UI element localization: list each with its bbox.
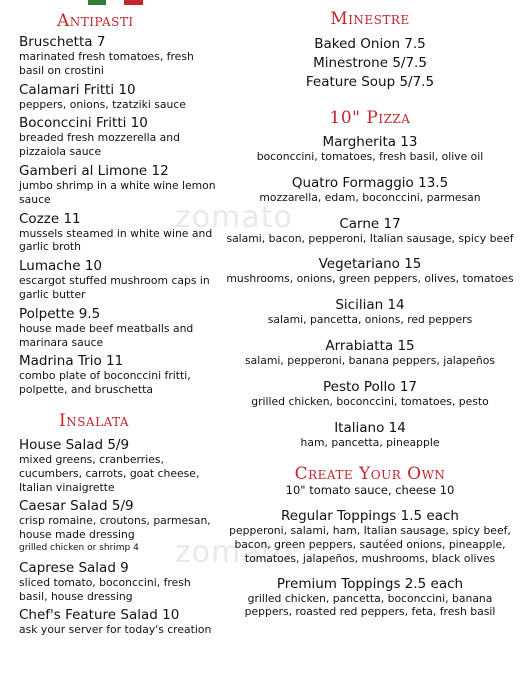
item-description: mixed greens, cranberries, cucumbers, carrots, goat cheese, Italian vinaigrette [19, 452, 200, 494]
item-description: salami, pepperoni, banana peppers, jalapeños [245, 353, 495, 367]
menu-item [19, 163, 219, 207]
item-name: Cozze 11 [19, 210, 81, 227]
item-name: Italiano 14 [334, 419, 406, 436]
premium-toppings [220, 576, 520, 620]
item-name: Carne 17 [339, 215, 401, 232]
item-name: Polpette 9.5 [19, 305, 101, 322]
right-column [220, 0, 520, 619]
menu-item [19, 498, 219, 555]
item-addon-note: grilled chicken or shrimp 4 [19, 542, 139, 553]
minestre-heading: Minestre [330, 9, 410, 29]
pizza-item [220, 338, 520, 368]
item-description: escargot stuffed mushroom caps in garlic butter [19, 274, 210, 301]
item-name: Quatro Formaggio 13.5 [291, 174, 449, 191]
minestre-list [220, 35, 520, 92]
item-name: Sicilian 14 [335, 297, 405, 314]
item-name: Gamberi al Limone 12 [19, 162, 169, 179]
item-name: Calamari Fritti 10 [19, 81, 136, 98]
item-description: salami, bacon, pepperoni, Italian sausage, spicy beef [226, 231, 514, 245]
soup-item: Minestrone 5/7.5 [313, 55, 427, 71]
menu-item [19, 258, 219, 302]
menu-item [19, 82, 219, 112]
item-description: mushrooms, onions, green peppers, olives, tomatoes [226, 272, 514, 286]
menu-item [19, 560, 219, 604]
toppings-name: Regular Toppings 1.5 each [281, 508, 459, 525]
menu-item [19, 306, 219, 350]
toppings-list: grilled chicken, pancetta, boconccini, banana peppers, roasted red peppers, feta, fresh basil [244, 591, 496, 619]
pizza-item [220, 297, 520, 327]
item-description: crisp romaine, croutons, parmesan, house made dressing [19, 514, 211, 542]
base-pizza-line: 10" tomato sauce, cheese 10 [285, 483, 455, 498]
pizza-item [220, 420, 520, 450]
item-description: grilled chicken, boconccini, tomatoes, pesto [251, 394, 489, 408]
item-name: Madrina Trio 11 [19, 353, 124, 370]
item-description: ask your server for today's creation [19, 623, 212, 637]
watermark: zomato [175, 535, 293, 570]
item-description: marinated fresh tomatoes, fresh basil on crostini [19, 50, 194, 77]
create-your-own-heading: Create Your Own [294, 464, 446, 485]
item-description: combo plate of boconccini fritti, polpette, and bruschetta [19, 369, 191, 397]
menu-item [19, 115, 219, 159]
pizza-list [220, 134, 520, 449]
pizza-item [220, 134, 520, 164]
watermark: zomato [175, 200, 293, 235]
item-description: boconccini, tomatoes, fresh basil, olive oil [256, 150, 484, 163]
menu-item [19, 353, 219, 397]
insalata-heading: Insalata [59, 410, 130, 431]
soup-item: Baked Onion 7.5 [314, 36, 426, 52]
item-description: jumbo shrimp in a white wine lemon sauce [19, 178, 216, 206]
item-description: mozzarella, edam, boconccini, parmesan [259, 190, 481, 204]
pizza-item [220, 216, 520, 246]
item-description: ham, pancetta, pineapple [300, 435, 440, 449]
soup-item: Feature Soup 5/7.5 [305, 74, 435, 90]
pizza-item [220, 379, 520, 409]
item-description: breaded fresh mozzerella and pizzaiola sauce [19, 131, 180, 159]
item-name: House Salad 5/9 [19, 436, 130, 453]
item-name: Vegetariano 15 [318, 256, 422, 273]
antipasti-heading: Antipasti [57, 11, 134, 31]
toppings-name: Premium Toppings 2.5 each [276, 575, 464, 592]
item-name: Arrabiatta 15 [325, 337, 415, 354]
menu-item [19, 34, 219, 78]
toppings-list: pepperoni, salami, ham, Italian sausage, spicy beef, bacon, green peppers, sautéed onions, pineapple, tomatoes, jalapeños, mushrooms, black olives [229, 524, 511, 565]
pizza-heading: 10" Pizza [329, 108, 411, 128]
item-name: Caprese Salad 9 [19, 559, 129, 576]
pizza-item [220, 175, 520, 205]
item-name: Pesto Pollo 17 [323, 378, 417, 395]
regular-toppings [220, 508, 520, 565]
item-name: Chef's Feature Salad 10 [19, 607, 180, 624]
item-description: salami, pancetta, onions, red peppers [267, 313, 473, 327]
pizza-item [220, 256, 520, 286]
item-name: Boconccini Fritti 10 [19, 115, 148, 132]
menu-item [19, 607, 219, 637]
insalata-list [19, 437, 219, 637]
item-description: mussels steamed in white wine and garlic broth [19, 226, 213, 254]
item-name: Caesar Salad 5/9 [19, 498, 134, 515]
item-description: sliced tomato, boconccini, fresh basil, house dressing [19, 575, 191, 603]
menu-item [19, 211, 219, 255]
menu-item [19, 437, 219, 494]
left-column [19, 0, 219, 637]
antipasti-list [19, 34, 219, 397]
item-name: Margherita 13 [322, 134, 418, 150]
item-description: peppers, onions, tzatziki sauce [19, 97, 186, 111]
item-name: Lumache 10 [19, 258, 103, 275]
item-description: house made beef meatballs and marinara sauce [19, 321, 194, 349]
item-name: Bruschetta 7 [19, 34, 106, 50]
